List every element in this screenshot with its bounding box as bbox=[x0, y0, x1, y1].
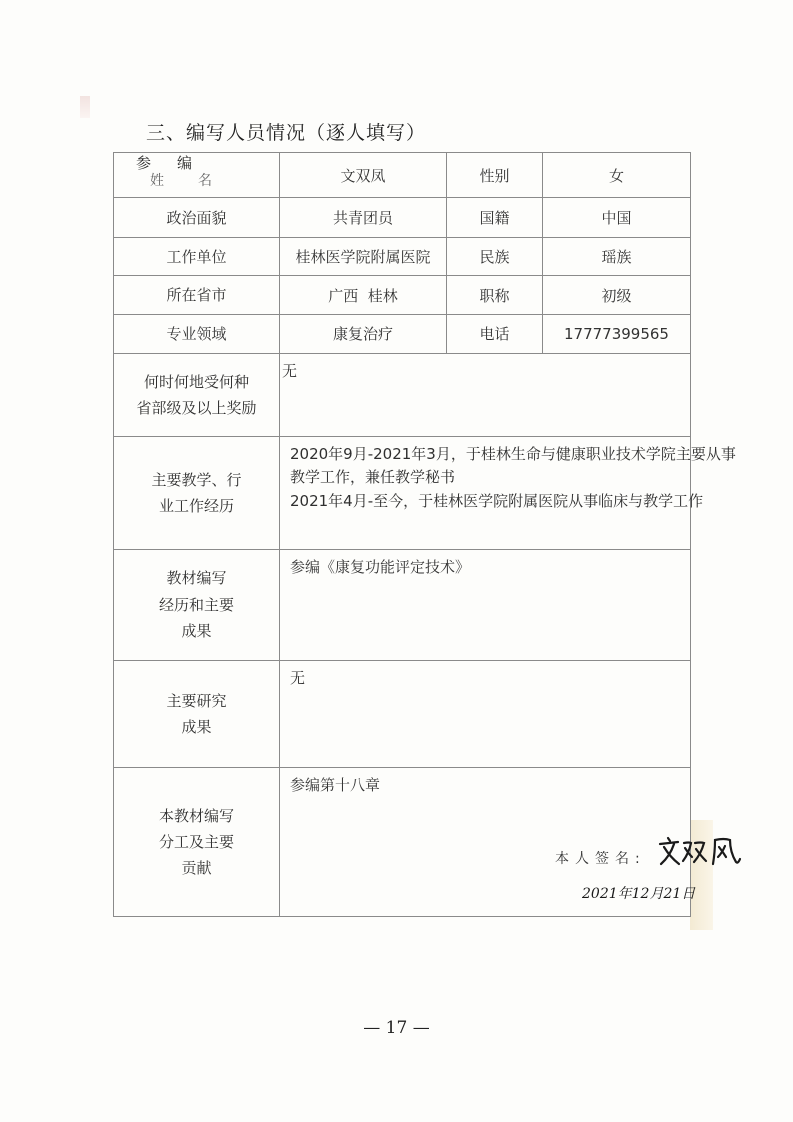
title-value: 初级 bbox=[543, 276, 691, 314]
gender-value: 女 bbox=[543, 153, 691, 198]
textbook-label-line: 经历和主要 bbox=[158, 595, 234, 614]
awards-value: 无 bbox=[280, 353, 691, 436]
contribution-label-line: 分工及主要 bbox=[158, 833, 234, 852]
political-value: 共青团员 bbox=[280, 198, 447, 238]
handwritten-signature bbox=[658, 834, 742, 870]
contribution-label-line: 贡献 bbox=[181, 859, 212, 878]
experience-line: 2021年4月-至今，于桂林医学院附属医院从事临床与教学工作 bbox=[290, 491, 704, 510]
phone-label: 电话 bbox=[447, 314, 543, 353]
nationality-value: 中国 bbox=[543, 198, 691, 238]
awards-label-line: 省部级及以上奖励 bbox=[136, 398, 257, 417]
research-value: 无 bbox=[280, 660, 691, 767]
form-row-contribution bbox=[114, 768, 691, 917]
form-row-location bbox=[114, 276, 691, 314]
title-label: 职称 bbox=[447, 276, 543, 314]
political-label: 政治面貌 bbox=[114, 198, 280, 238]
contribution-label bbox=[114, 768, 280, 917]
awards-label-line: 何时何地受何种 bbox=[143, 372, 249, 391]
contribution-label-line: 本教材编写 bbox=[158, 806, 234, 825]
form-row-name bbox=[114, 153, 691, 198]
name-label-cell bbox=[114, 153, 280, 198]
research-label-line: 成果 bbox=[181, 718, 212, 737]
textbook-label bbox=[114, 549, 280, 660]
signature-label: 本人签名: bbox=[555, 851, 646, 868]
signature-date-text: 2021年12月21日 bbox=[582, 886, 696, 903]
page-number: — 17 — bbox=[363, 1018, 430, 1038]
experience-label-line: 主要教学、行 bbox=[151, 470, 242, 489]
textbook-label-line: 成果 bbox=[181, 621, 212, 640]
section-title: 三、编写人员情况（逐人填写） bbox=[146, 122, 427, 144]
name-label-line1: 参编 bbox=[136, 154, 219, 172]
handwritten-date bbox=[580, 882, 710, 904]
experience-label-line: 业工作经历 bbox=[158, 496, 234, 515]
form-row-experience bbox=[114, 437, 691, 549]
contribution-value: 参编第十八章 bbox=[290, 776, 381, 795]
field-label: 专业领域 bbox=[114, 314, 280, 353]
form-row-field bbox=[114, 314, 691, 353]
textbook-label-line: 教材编写 bbox=[166, 569, 227, 588]
research-label bbox=[114, 660, 280, 767]
ethnicity-label: 民族 bbox=[447, 238, 543, 276]
form-row-awards bbox=[114, 353, 691, 436]
contribution-value-cell bbox=[280, 768, 696, 917]
name-label-line2: 姓名 bbox=[150, 173, 246, 189]
scan-artifact bbox=[80, 96, 90, 118]
employer-label: 工作单位 bbox=[114, 238, 280, 276]
phone-value: 17777399565 bbox=[543, 314, 691, 353]
field-value: 康复治疗 bbox=[280, 314, 447, 353]
ethnicity-value: 瑶族 bbox=[543, 238, 691, 276]
gender-label: 性别 bbox=[447, 153, 543, 198]
name-value: 文双凤 bbox=[280, 153, 447, 198]
awards-label bbox=[114, 353, 280, 436]
textbook-value: 参编《康复功能评定技术》 bbox=[280, 549, 691, 660]
research-label-line: 主要研究 bbox=[166, 691, 227, 710]
experience-line: 教学工作，兼任教学秘书 bbox=[290, 468, 456, 487]
form-row-textbook bbox=[114, 549, 691, 660]
form-row-employer bbox=[114, 238, 691, 276]
experience-value bbox=[280, 437, 736, 549]
location-value: 广西 桂林 bbox=[280, 276, 447, 314]
nationality-label: 国籍 bbox=[447, 198, 543, 238]
experience-label bbox=[114, 437, 280, 549]
employer-value: 桂林医学院附属医院 bbox=[280, 238, 447, 276]
form-row-research bbox=[114, 660, 691, 767]
location-label: 所在省市 bbox=[114, 276, 280, 314]
form-row-political bbox=[114, 198, 691, 238]
experience-line: 2020年9月-2021年3月，于桂林生命与健康职业技术学院主要从事 bbox=[290, 445, 736, 464]
author-info-form bbox=[113, 152, 736, 917]
